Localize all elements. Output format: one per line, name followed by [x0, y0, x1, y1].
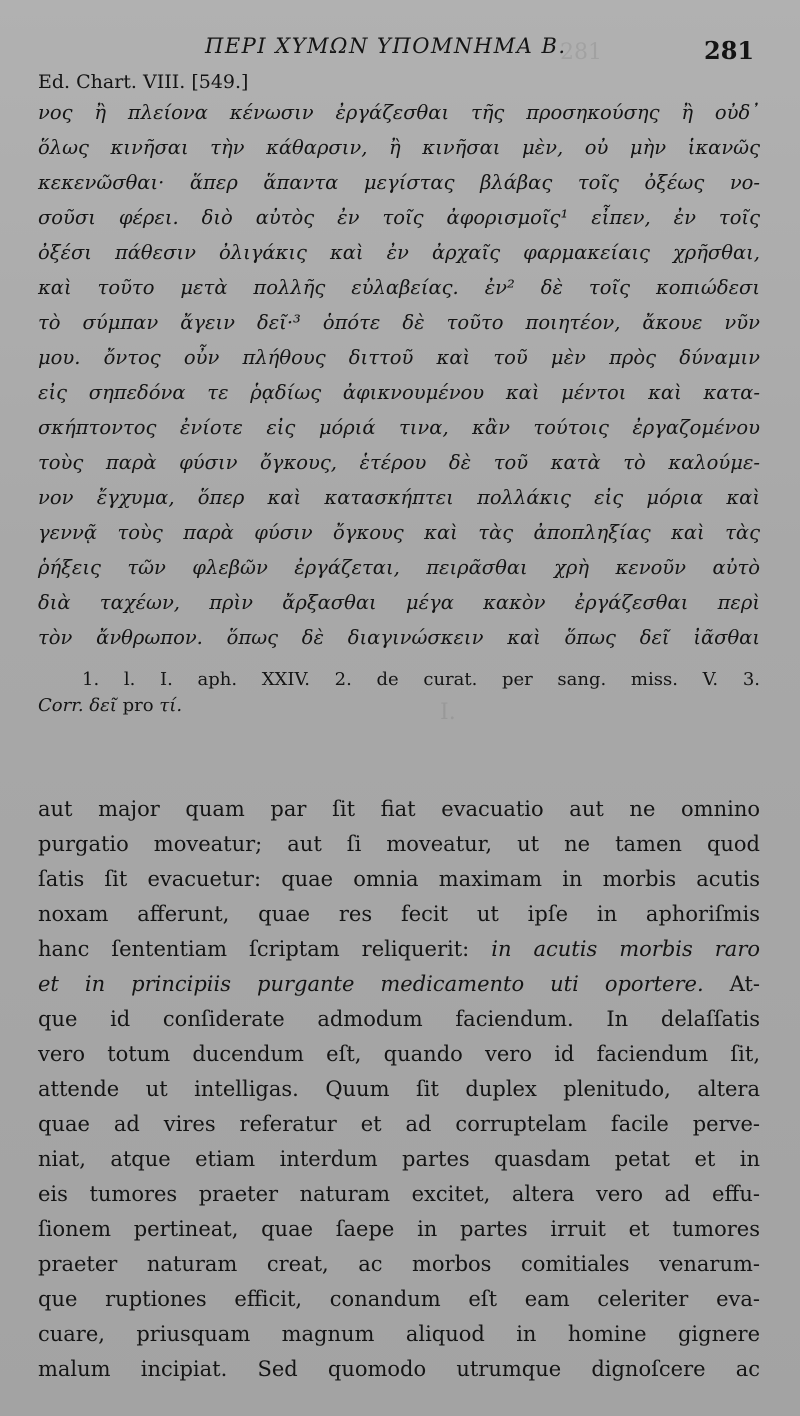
footnote-corr: Corr.	[38, 695, 84, 716]
footnote-pro: pro	[122, 695, 154, 716]
greek-line: τοὺς παρὰ φύσιν ὄγκους, ἑτέρου δὲ τοῦ κατὰ τὸ καλούμε-	[38, 451, 760, 474]
greek-line: σοῦσι φέρει. διὸ αὐτὸς ἐν τοῖς ἀφορισμοῖς¹ εἶπεν, ἐν τοῖς	[38, 206, 760, 229]
greek-line: σκήπτοντος ἐνίοτε εἰς μόριά τινα, κἂν τούτοις ἐργαζομένου	[38, 416, 760, 439]
latin-line: eis tumores praeter naturam excitet, altera vero ad effu-	[38, 1182, 760, 1206]
greek-line: τὸν ἄνθρωπον. ὅπως δὲ διαγινώσκειν καὶ ὅπως δεῖ ἰᾶσθαι	[38, 626, 760, 649]
greek-line: μου. ὄντος οὖν πλήθους διττοῦ καὶ τοῦ μὲν πρὸς δύναμιν	[38, 346, 760, 369]
latin-line: noxam afferunt, quae res fecit ut ipſe in aphoriſmis	[38, 902, 760, 926]
bleed-through-text: I.	[440, 700, 456, 725]
latin-line: attende ut intelligas. Quum ſit duplex plenitudo, altera	[38, 1077, 760, 1101]
greek-line: γεννᾷ τοὺς παρὰ φύσιν ὄγκους καὶ τὰς ἀποπληξίας καὶ τὰς	[38, 521, 760, 544]
latin-quote: et in principiis purgante medicamento uti oportere.	[38, 972, 704, 996]
running-title: ΠΕΡΙ ΧΥΜΩΝ ΥΠΟΜΝΗΜΑ Β.	[205, 34, 567, 58]
latin-line: purgatio moveatur; aut ſi moveatur, ut ne tamen quod	[38, 832, 760, 856]
greek-line: εἰς σηπεδόνα τε ῥᾳδίως ἀφικνουμένου καὶ μέντοι καὶ κατα-	[38, 381, 760, 404]
latin-line	[38, 967, 760, 1001]
edition-reference: Ed. Chart. VIII. [549.]	[38, 71, 249, 93]
greek-line: ὅλως κινῆσαι τὴν κάθαρσιν, ἢ κινῆσαι μὲν, οὐ μὴν ἱκανῶς	[38, 136, 760, 159]
latin-quote: in acutis morbis raro	[491, 937, 760, 961]
latin-line: quae ad vires referatur et ad corruptelam facile perve-	[38, 1112, 760, 1136]
page-number: 281	[704, 36, 755, 65]
latin-line: que ruptiones efficit, conandum eſt eam celeriter eva-	[38, 1287, 760, 1311]
footnote-greek: τί.	[159, 695, 183, 716]
footnote-line	[38, 692, 760, 720]
greek-line: ῥήξεις τῶν φλεβῶν ἐργάζεται, πειρᾶσθαι χρὴ κενοῦν αὐτὸ	[38, 556, 760, 579]
latin-line: cuare, priusquam magnum aliquod in homine gignere	[38, 1322, 760, 1346]
greek-line: νον ἔγχυμα, ὅπερ καὶ κατασκήπτει πολλάκις εἰς μόρια καὶ	[38, 486, 760, 509]
latin-text: hanc ſententiam ſcriptam reliquerit:	[38, 937, 470, 961]
latin-line: ſionem pertineat, quae ſaepe in partes irruit et tumores	[38, 1217, 760, 1241]
running-header	[0, 30, 800, 70]
greek-line: τὸ σύμπαν ἄγειν δεῖ·³ ὁπότε δὲ τοῦτο ποιητέον, ἄκουε νῦν	[38, 311, 760, 334]
latin-line: aut major quam par ſit fiat evacuatio aut ne omnino	[38, 797, 760, 821]
greek-line: διὰ ταχέων, πρὶν ἄρξασθαι μέγα κακὸν ἐργάζεσθαι περὶ	[38, 591, 760, 614]
latin-line: malum incipiat. Sed quomodo utrumque dignoſcere ac	[38, 1357, 760, 1381]
footnote-line: 1. l. I. aph. XXIV. 2. de curat. per sang. miss. V. 3.	[82, 669, 760, 690]
latin-line	[38, 932, 760, 966]
greek-line: ὀξέσι πάθεσιν ὀλιγάκις καὶ ἐν ἀρχαῖς φαρμακείαις χρῆσθαι,	[38, 241, 760, 264]
latin-text: At-	[729, 972, 760, 996]
bleed-through-text: 281	[560, 40, 602, 65]
latin-line: praeter naturam creat, ac morbos comitiales venarum-	[38, 1252, 760, 1276]
latin-line: que id conſiderate admodum faciendum. In delaſſatis	[38, 1007, 760, 1031]
footnote-greek: δεῖ	[89, 695, 117, 716]
latin-line: vero totum ducendum eſt, quando vero id faciendum ſit,	[38, 1042, 760, 1066]
latin-line: ſatis ſit evacuetur: quae omnia maximam in morbis acutis	[38, 867, 760, 891]
greek-line: καὶ τοῦτο μετὰ πολλῆς εὐλαβείας. ἐν² δὲ τοῖς κοπιώδεσι	[38, 276, 760, 299]
greek-line: νος ἢ πλείονα κένωσιν ἐργάζεσθαι τῆς προσηκούσης ἢ οὐδ᾽	[38, 101, 760, 124]
greek-line: κεκενῶσθαι· ἅπερ ἅπαντα μεγίστας βλάβας τοῖς ὀξέως νο-	[38, 171, 760, 194]
latin-line: niat, atque etiam interdum partes quasdam petat et in	[38, 1147, 760, 1171]
